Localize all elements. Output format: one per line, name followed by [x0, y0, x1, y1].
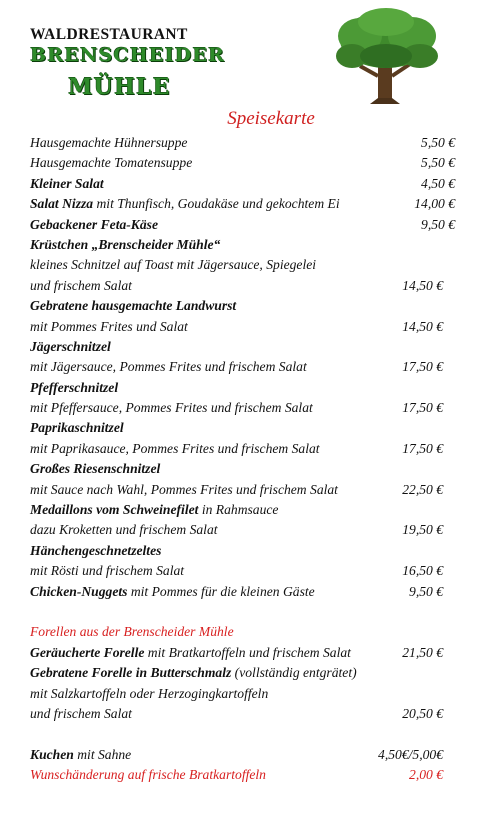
menu-item-row — [30, 133, 455, 153]
dish-name: Gebratene Forelle in Butterschmalz — [30, 665, 232, 681]
menu-item-text — [30, 643, 351, 663]
brand-name-line1: BRENSCHEIDER — [30, 44, 226, 66]
menu-item-text — [30, 684, 268, 704]
menu-item-price: 20,50 € — [402, 705, 443, 721]
menu-item-text — [30, 174, 104, 194]
menu-item-row — [30, 276, 455, 296]
menu-item-row — [30, 296, 455, 316]
menu-item-price: 9,50 € — [421, 216, 455, 232]
menu-item-price: 17,50 € — [402, 359, 443, 375]
menu-item-row — [30, 418, 455, 438]
menu-item-row — [30, 357, 455, 377]
dish-description: mit Jägersauce, Pommes Frites und frischem Salat — [30, 359, 307, 375]
trout-section-heading-text: Forellen aus der Brenscheider Mühle — [30, 624, 234, 640]
menu-item-text — [30, 215, 158, 235]
dish-name: Großes Riesenschnitzel — [30, 461, 161, 477]
dish-description: in Rahmsauce — [198, 502, 279, 518]
menu-item-row — [30, 765, 455, 785]
dish-name: Kleiner Salat — [30, 175, 104, 191]
menu-item-price: 17,50 € — [402, 400, 443, 416]
dish-description: mit Pommes für die kleinen Gäste — [127, 583, 315, 599]
menu-item-price: 5,50 € — [421, 155, 455, 171]
dish-description: mit Sauce nach Wahl, Pommes Frites und frischem Salat — [30, 481, 338, 497]
menu-item-text — [30, 500, 278, 520]
menu-item-price: 16,50 € — [402, 563, 443, 579]
menu-item-price: 2,00 € — [409, 767, 443, 783]
menu-item-row — [30, 704, 455, 724]
trout-section-heading — [30, 622, 455, 642]
menu-item-price: 22,50 € — [402, 481, 443, 497]
menu-item-row — [30, 520, 455, 540]
menu-item-text — [30, 541, 161, 561]
menu-item-text — [30, 398, 313, 418]
menu-item-price: 4,50€/5,00€ — [378, 746, 443, 762]
dish-description: mit Salzkartoffeln oder Herzogingkartoffeln — [30, 685, 269, 701]
footer-items — [30, 745, 455, 786]
menu-item-row — [30, 153, 455, 173]
menu-item-row — [30, 194, 455, 214]
menu-item-row — [30, 378, 455, 398]
menu-item-row — [30, 500, 455, 520]
menu-item-row — [30, 480, 455, 500]
menu-item-row — [30, 745, 455, 765]
menu-item-text — [30, 378, 118, 398]
dish-description: mit Bratkartoffeln und frischem Salat — [144, 644, 351, 660]
menu-item-price: 5,50 € — [421, 135, 455, 150]
menu-title: Speisekarte — [227, 108, 315, 129]
menu-item-text — [30, 235, 220, 255]
dish-description: Hausgemachte Hühnersuppe — [30, 135, 188, 150]
dish-description: Wunschänderung auf frische Bratkartoffeln — [30, 767, 266, 783]
menu-item-text — [30, 582, 315, 602]
dish-description: dazu Kroketten und frischem Salat — [30, 522, 218, 538]
menu-item-text — [30, 663, 357, 683]
header — [0, 0, 492, 110]
menu-item-text — [30, 439, 320, 459]
menu-item-price: 9,50 € — [409, 583, 443, 599]
oak-tree-icon — [330, 6, 442, 108]
dish-name: Paprikaschnitzel — [30, 420, 124, 436]
menu-item-text — [30, 296, 236, 316]
menu-item-row — [30, 215, 455, 235]
menu-item-row — [30, 235, 455, 255]
menu-item-price: 14,00 € — [414, 196, 455, 212]
menu-item-row — [30, 643, 455, 663]
menu-item-text — [30, 276, 132, 296]
menu-item-text — [30, 704, 132, 724]
section-spacer — [30, 602, 455, 622]
dish-name: Gebratene hausgemachte Landwurst — [30, 298, 237, 314]
dish-description: und frischem Salat — [30, 277, 132, 293]
menu-item-row — [30, 174, 455, 194]
menu-item-price: 14,50 € — [402, 318, 443, 334]
dish-description: mit Pfeffersauce, Pommes Frites und frischem Salat — [30, 400, 313, 416]
menu-item-text — [30, 745, 131, 765]
brand-name-line2: MÜHLE — [68, 74, 171, 100]
dish-name: Jägerschnitzel — [30, 338, 111, 354]
dish-description: mit Pommes Frites und Salat — [30, 318, 188, 334]
menu-item-price: 17,50 € — [402, 440, 443, 456]
menu-item-text — [30, 765, 266, 785]
main-items — [30, 133, 455, 602]
menu-item-row — [30, 439, 455, 459]
menu-item-text — [30, 133, 187, 153]
brand-subtitle: WALDRESTAURANT — [30, 26, 188, 43]
menu-item-price: 19,50 € — [402, 522, 443, 538]
dish-name: Salat Nizza — [30, 196, 94, 212]
dish-name: Geräucherte Forelle — [30, 644, 145, 660]
menu-item-row — [30, 337, 455, 357]
dish-name: Pfefferschnitzel — [30, 379, 119, 395]
menu-item-row — [30, 398, 455, 418]
menu-item-text — [30, 337, 111, 357]
menu-item-text — [30, 480, 338, 500]
dish-name: Chicken-Nuggets — [30, 583, 128, 599]
menu-item-text — [30, 153, 192, 173]
menu-item-text — [30, 418, 124, 438]
dish-description: (vollständig entgrätet) — [231, 665, 357, 681]
menu-item-row — [30, 663, 455, 683]
menu-item-text — [30, 357, 307, 377]
section-spacer — [30, 724, 455, 744]
menu-item-text — [30, 459, 160, 479]
menu-item-row — [30, 459, 455, 479]
dish-description: Hausgemachte Tomatensuppe — [30, 155, 193, 171]
menu-item-price: 21,50 € — [402, 644, 443, 660]
dish-name: Gebackener Feta-Käse — [30, 216, 158, 232]
dish-name: Kuchen — [30, 746, 74, 762]
menu-item-row — [30, 541, 455, 561]
menu-item-row — [30, 684, 455, 704]
menu-item-price: 4,50 € — [421, 175, 455, 191]
dish-description: kleines Schnitzel auf Toast mit Jägersauce, Spiegelei — [30, 257, 317, 273]
menu-item-row — [30, 582, 455, 602]
menu-item-row — [30, 317, 455, 337]
dish-description: und frischem Salat — [30, 705, 132, 721]
dish-description: mit Sahne — [73, 746, 132, 762]
menu-list — [30, 133, 455, 786]
dish-description: mit Paprikasauce, Pommes Frites und frischem Salat — [30, 440, 320, 456]
dish-description: mit Thunfisch, Goudakäse und gekochtem Ei — [93, 196, 340, 212]
dish-name: Medaillons vom Schweinefilet — [30, 502, 199, 518]
menu-item-text — [30, 194, 340, 214]
dish-name: Krüstchen „Brenscheider Mühle“ — [30, 236, 221, 252]
dish-name: Hänchengeschnetzeltes — [30, 542, 162, 558]
menu-item-price: 14,50 € — [402, 277, 443, 293]
menu-item-text — [30, 255, 316, 275]
menu-item-text — [30, 561, 184, 581]
menu-item-text — [30, 520, 218, 540]
trout-items — [30, 643, 455, 725]
menu-item-text — [30, 317, 188, 337]
dish-description: mit Rösti und frischem Salat — [30, 563, 185, 579]
menu-item-row — [30, 255, 455, 275]
menu-item-row — [30, 561, 455, 581]
